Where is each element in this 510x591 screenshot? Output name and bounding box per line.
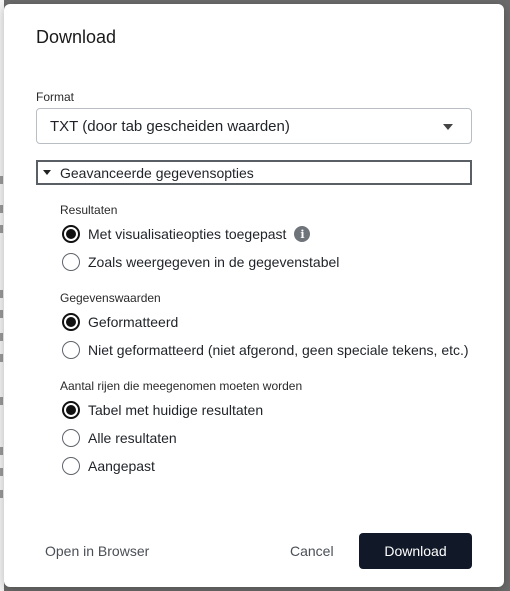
radio-label: Niet geformatteerd (niet afgerond, geen speciale tekens, etc.) — [88, 342, 469, 358]
radio-as-in-data-table[interactable] — [62, 252, 339, 272]
radio-label: Tabel met huidige resultaten — [88, 402, 264, 418]
radio-button[interactable] — [62, 457, 80, 475]
format-select-value: TXT (door tab gescheiden waarden) — [50, 117, 290, 135]
download-button[interactable]: Download — [359, 533, 472, 569]
radio-label: Zoals weergegeven in de gegevenstabel — [88, 254, 340, 270]
radio-all-results[interactable] — [62, 428, 177, 448]
values-group-label: Gegevenswaarden — [60, 291, 161, 305]
radio-button[interactable] — [62, 341, 80, 359]
radio-unformatted[interactable] — [62, 340, 469, 360]
radio-label: Alle resultaten — [88, 430, 177, 446]
radio-current-results[interactable] — [62, 400, 263, 420]
info-icon[interactable]: i — [294, 226, 310, 242]
open-in-browser-link[interactable]: Open in Browser — [45, 543, 150, 559]
advanced-options-toggle[interactable] — [36, 160, 472, 185]
radio-label: Met visualisatieopties toegepast — [88, 226, 287, 242]
cancel-button[interactable]: Cancel — [290, 543, 334, 559]
download-dialog — [4, 4, 504, 587]
rows-group-label: Aantal rijen die meegenomen moeten worden — [60, 379, 303, 393]
radio-button-selected[interactable] — [62, 313, 80, 331]
results-group-label: Resultaten — [60, 203, 118, 217]
radio-button-selected[interactable] — [62, 225, 80, 243]
radio-with-visualization[interactable] — [62, 224, 310, 244]
advanced-options-label: Geavanceerde gegevensopties — [60, 164, 254, 181]
radio-button[interactable] — [62, 253, 80, 271]
radio-formatted[interactable] — [62, 312, 178, 332]
radio-label: Geformatteerd — [88, 314, 179, 330]
radio-label: Aangepast — [88, 458, 155, 474]
format-select[interactable] — [36, 108, 472, 144]
radio-button[interactable] — [62, 429, 80, 447]
radio-custom[interactable] — [62, 456, 155, 476]
format-label: Format — [36, 90, 75, 104]
caret-down-icon — [43, 170, 51, 175]
chevron-down-icon — [443, 124, 453, 130]
radio-button-selected[interactable] — [62, 401, 80, 419]
dialog-title: Download — [36, 27, 117, 47]
